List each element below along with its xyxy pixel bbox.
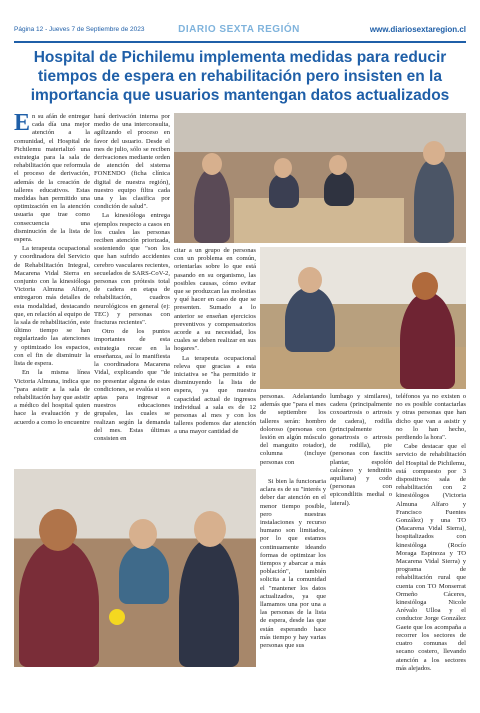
photo-person xyxy=(194,511,226,547)
paragraph: En su afán de entregar cada día una mejor atención a la comunidad, el Hospital de Pichilemu materializó una estrategia para la sala de rehabilitación que reformula el proceso de derivación, además de la creación de talleres educativos. Estas medidas han permitido una optimización en la atención usuaria que trae como consecuencia una disminución de la lista de espera. xyxy=(14,110,90,244)
page-header xyxy=(14,24,466,40)
paragraph: hará derivación interna por medio de una interconsulta, agilizando el proceso en favor del usuario. Desde el mes de julio, sólo se reciben derivaciones mediante orden de atención del sistema FONENDO (ficha clínica digital de nuestra región), nuestro equipo filtra cada una y las clasifica por condición de salud". xyxy=(94,113,170,211)
photo-person xyxy=(298,267,322,293)
paragraph: Cabe destacar que el servicio de rehabilitación del Hospital de Pichilemu, está compuesto por 3 dispositivos: sala de rehabilitación con 2 kinesiólogos (Victoria Almuna Alfaro y Francisco Fuentes González) y una TO (Macarena Vidal Sierra), hospitalizados con kinesióloga (Rocío Moraga Espinoza y TO Macarena Vidal Sierra) y programa de rehabilitación rural que cuenta con TO Monserrat Ormeño Cáceres, kinesióloga Nicole Arévalo Ulloa y el conductor Jorge González Gaete que los acompaña a recorrer los sectores de cuatro comunas del secano costero, llevando atención a los sectores más alejados. xyxy=(396,443,466,672)
photo-person xyxy=(329,155,347,175)
article-column-2 xyxy=(94,113,170,443)
article-column-3 xyxy=(174,247,256,437)
page-info: Página 12 - Jueves 7 de Septiembre de 2023 xyxy=(14,26,145,33)
photo-person xyxy=(285,287,335,352)
photo-person xyxy=(274,158,292,178)
paragraph: citar a un grupo de personas con un problema en común, orientarlas sobre lo que está pasando en su organismo, las posibles causas, cómo evitar que se produzcan las molestias y qué hacer en caso de que se presenten. Sumado a lo anterior se enseñan ejercicios preventivos y compensatorios acorde a su necesidad, los cuales se deben realizar en sus hogares". xyxy=(174,247,256,353)
paragraph: Si bien la funcionaria aclara es de su "interés y deber dar atención en el menor tiempo posible, pero nuestras instalaciones y recurso humano son limitados, por lo que estamos continuamente ideando formas de optimizar los tiempos y abarcar a más población", también solicita a la comunidad el "mantener los datos actualizados, ya que llamamos una por una a las personas de la lista de espera, desde las que están esperando hace más tiempo y hay varias personas que sus xyxy=(260,478,326,650)
paragraph: La terapeuta ocupacional releva que gracias a esta iniciativa se "ha permitido ir disminuyendo la lista de espera, ya que nuestra capacidad actual de ingresos individual a sala es de 12 personas al mes y con los talleres podemos dar atención a una mayor cantidad de xyxy=(174,354,256,436)
photo-patient-therapy xyxy=(260,247,466,389)
photo-person xyxy=(324,171,354,206)
photo-person xyxy=(194,168,230,243)
paragraph: personas. Adelantando además que "para el mes de septiembre los talleres serán: hombro doloroso (personas con lesión en algún músculo del manguito rotador), columna (incluye personas con xyxy=(260,393,326,466)
article-column-6 xyxy=(396,393,466,673)
article-column-1 xyxy=(14,110,90,427)
article-column-5 xyxy=(330,393,392,508)
photo-table xyxy=(234,198,404,243)
paragraph: La kinesióloga entrega ejemplos respecto a casos en los cuales las personas reciben atención priorizada, sosteniendo que "son los que han sufrido accidentes cerebro vasculares recientes, secuelados de SARS-CoV-2, personas con prótesis total de cadera en etapa de rehabilitación, cuadros neurológicos en general (ej: TEC) y personas con fracturas recientes". xyxy=(94,212,170,327)
photo-person xyxy=(129,519,157,549)
photo-person xyxy=(202,153,222,175)
paragraph: Otro de los puntos importantes de esta estrategia recae en la enseñanza, así lo manifiesta la coordinadora Macarena Vidal, explicando que "de no presentar alguna de estas condiciones, se evalúa si son aptas para ingresar a nuestros educaciones grupales, las cuales se realizan según la demanda del mes. Estas últimas consisten en xyxy=(94,328,170,442)
photo-group-workshop xyxy=(174,113,466,243)
header-rule xyxy=(14,41,466,43)
paper-name: DIARIO SEXTA REGIÓN xyxy=(178,24,300,35)
paragraph: En la misma línea Victoria Almuna, indica que "para asistir a la sala de rehabilitación hay que asistir a médico del hospital quien hace la evaluación y de acuerdo a como lo encuentre xyxy=(14,369,90,426)
photo-person xyxy=(19,539,99,667)
photo-person xyxy=(39,509,77,551)
photo-person xyxy=(423,141,445,165)
paragraph: lumbago y similares), cadera (principalmente coxoartrosis o artrosis de cadera), rodilla (principalmente gonartrosis o artrosis de rodilla), pie (personas con fascitis plantar, espolón calcáneo y tendinitis aquiliana) y codo (personas con epicondilitis medial o lateral). xyxy=(330,393,392,507)
photo-ball xyxy=(109,609,125,625)
article-column-4 xyxy=(260,393,326,467)
photo-person xyxy=(179,539,239,667)
photo-person xyxy=(119,544,169,604)
article-headline: Hospital de Pichilemu implementa medidas para reducir tiempos de espera en rehabilitación pero insisten en la importancia que usuarios mantengan datos actualizados xyxy=(30,49,450,104)
photo-person xyxy=(269,173,299,208)
photo-person xyxy=(412,272,438,300)
photo-rehab-team xyxy=(14,469,256,667)
article-column-4-continued xyxy=(260,478,326,650)
photo-person xyxy=(400,292,455,389)
paragraph: La terapeuta ocupacional y coordinadora del Servicio de Rehabilitación Integral, Macarena Vidal Sierra en conjunto con la kinesióloga Victoria Almuna Alfaro, entregaron más detalles de esta modalidad, destacando que, en relación al equipo de la sala de rehabilitación, este último tiempo se han regularizado las atenciones y optimizado los espacios, con el fin de disminuir la lista de espera. xyxy=(14,245,90,368)
photo-person xyxy=(414,158,454,243)
paragraph: teléfonos ya no existen o no es posible contactarlas y otras personas que han dicho que van a asistir y no lo han hecho, perdiendo la hora". xyxy=(396,393,466,442)
website-link[interactable]: www.diariosextaregion.cl xyxy=(369,25,466,34)
drop-cap: E xyxy=(14,110,31,136)
